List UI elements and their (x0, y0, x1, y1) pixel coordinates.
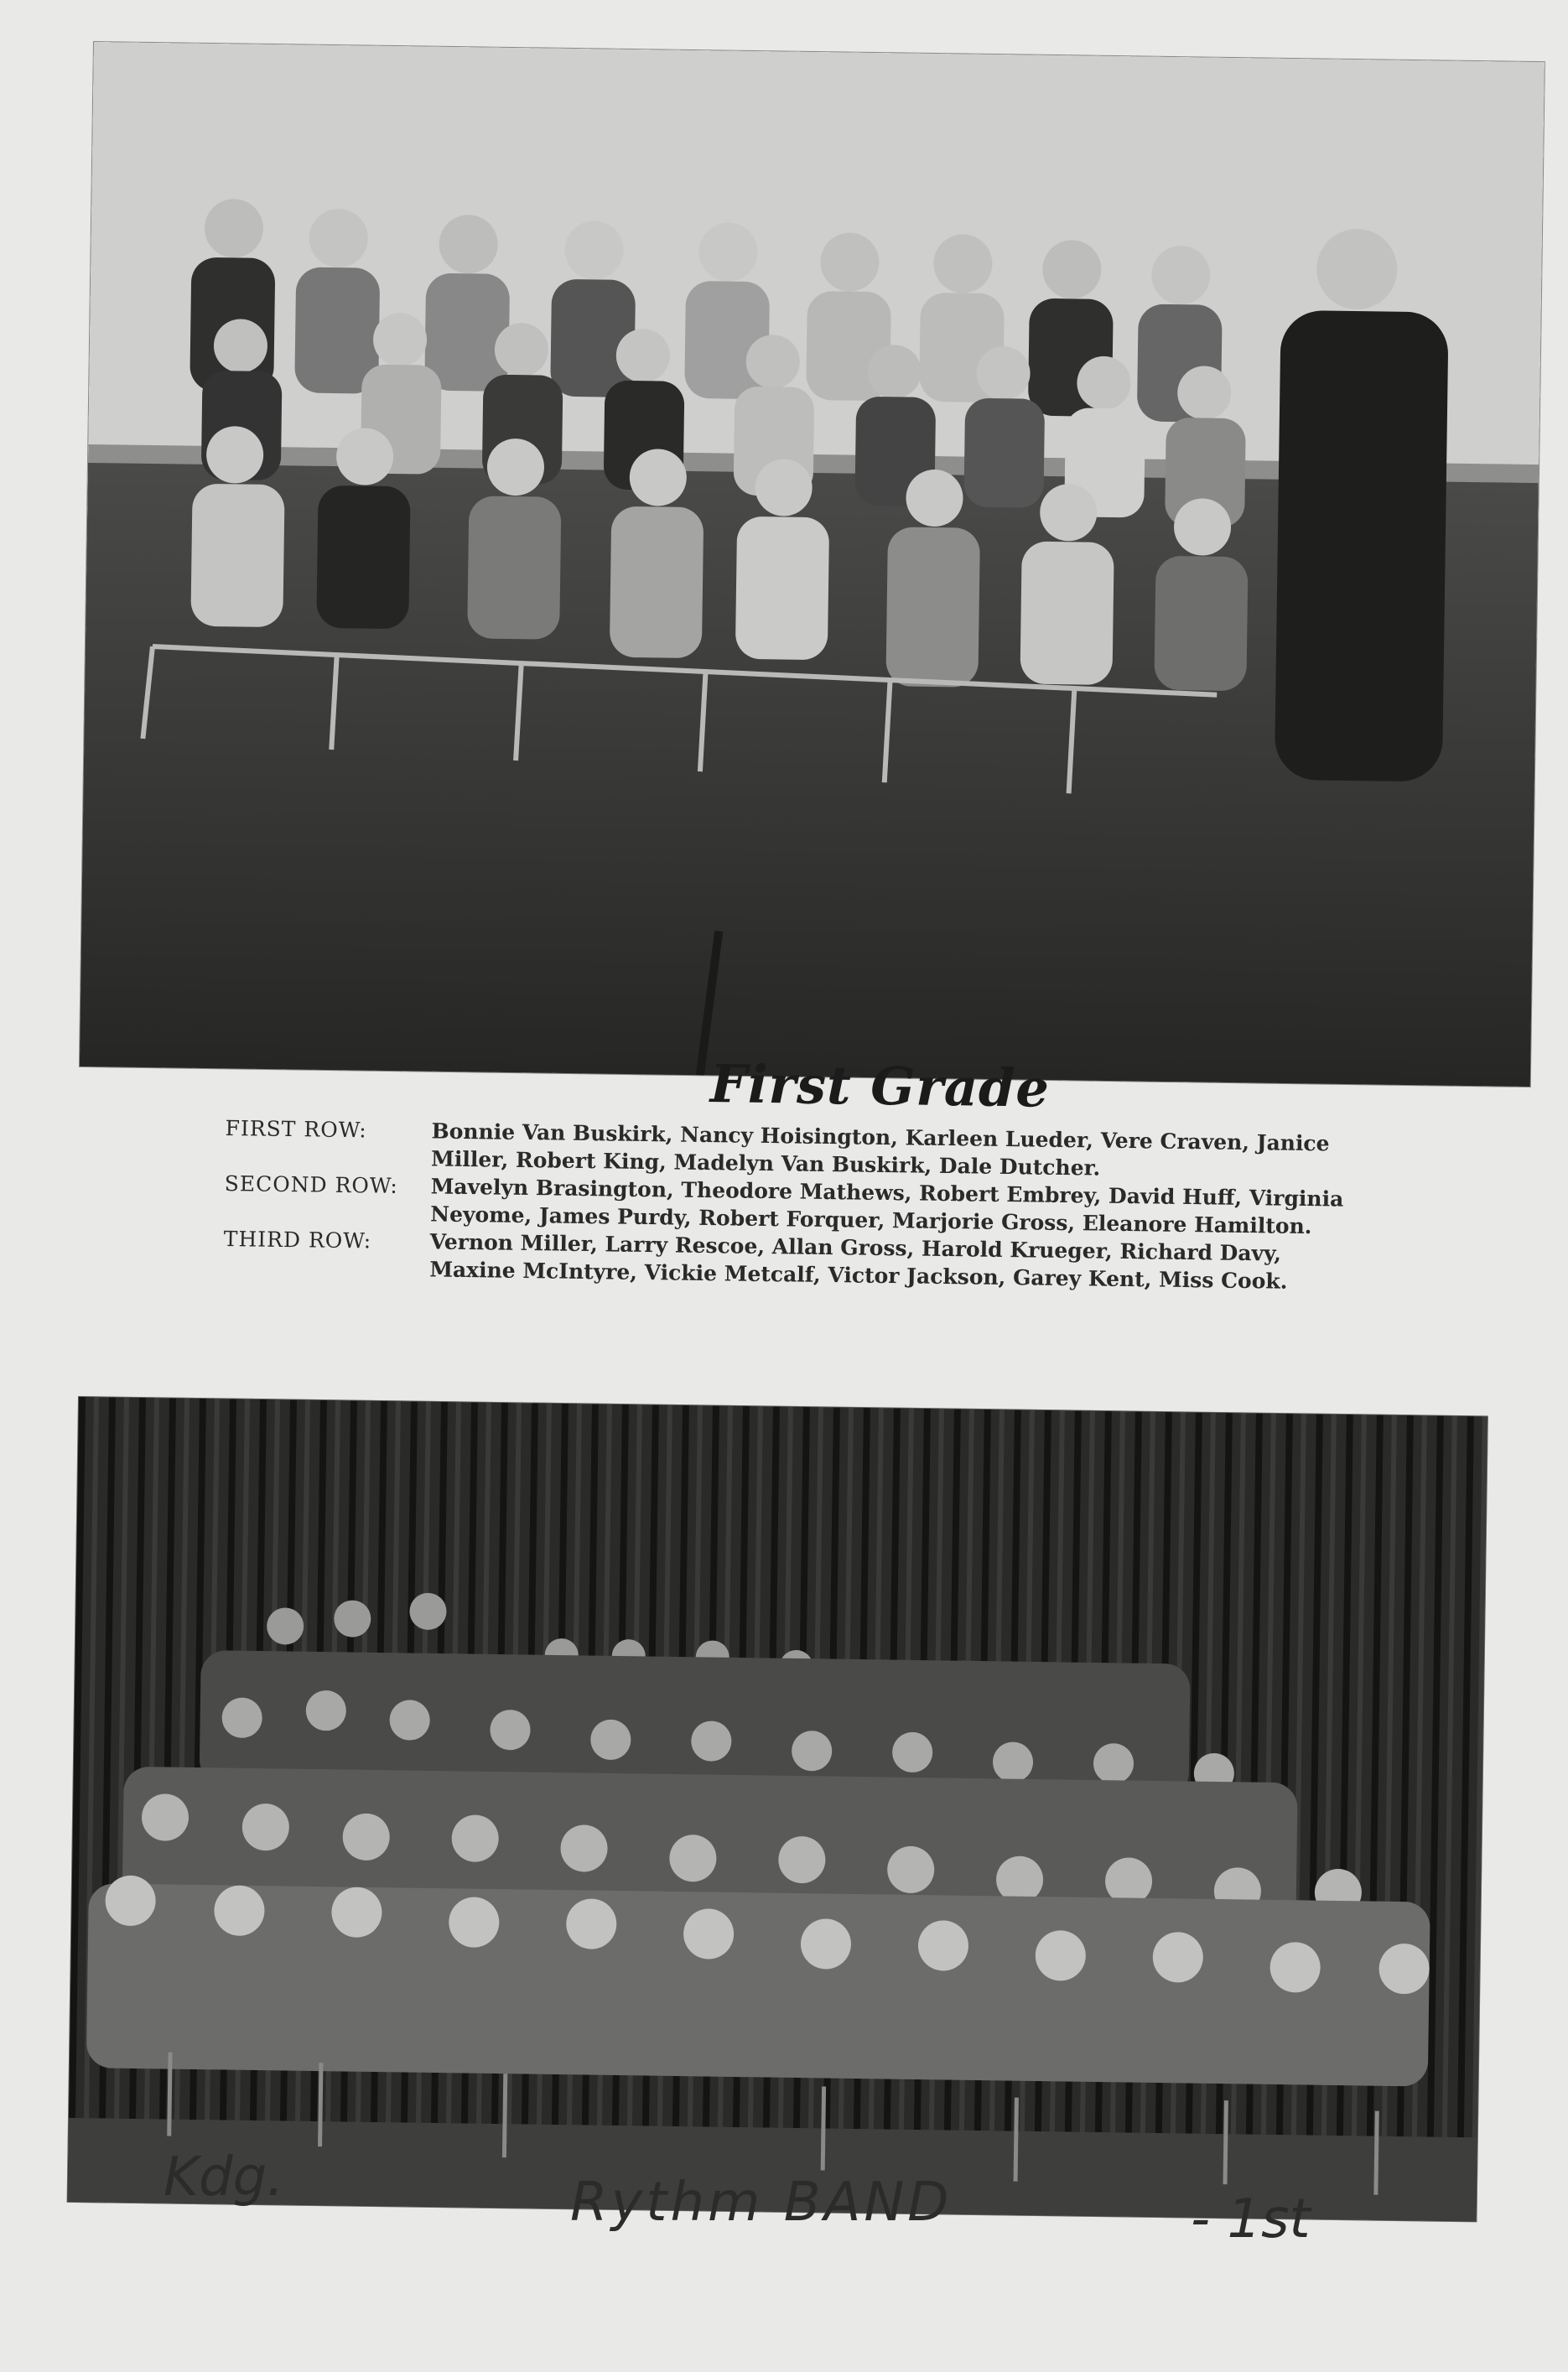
row-label: SECOND ROW: (224, 1170, 399, 1198)
photo-caption (223, 1046, 1417, 1297)
band-photo-icon (68, 1397, 1488, 2221)
handwritten-label-left: Kdg. (164, 2146, 284, 2209)
caption-title: First Grade (709, 1053, 1051, 1119)
row-label: THIRD ROW: (223, 1226, 372, 1253)
class-photo-icon (80, 42, 1545, 1087)
handwritten-label-right: - 1st (1191, 2188, 1311, 2250)
row-names-line: Miller, Robert King, Madelyn Van Buskirk, Dale Dutcher. (430, 1146, 1101, 1181)
row-names-line: Maxine McIntyre, Vickie Metcalf, Victor Jackson, Garey Kent, Miss Cook. (429, 1257, 1288, 1294)
row-names-line: Vernon Miller, Larry Rescoe, Allan Gross, Harold Krueger, Richard Davy, (429, 1229, 1282, 1266)
rhythm-band-photo (68, 1397, 1488, 2221)
first-grade-class-photo (80, 42, 1545, 1087)
row-names-line: Neyome, James Purdy, Robert Forquer, Marjorie Gross, Eleanore Hamilton. (430, 1202, 1312, 1239)
row-names-line: Mavelyn Brasington, Theodore Mathews, Robert Embrey, David Huff, Virginia (430, 1174, 1344, 1212)
row-names-line: Bonnie Van Buskirk, Nancy Hoisington, Karleen Lueder, Vere Craven, Janice (431, 1119, 1330, 1156)
handwritten-label-center: Rythm BAND (570, 2172, 953, 2234)
row-label: FIRST ROW: (225, 1115, 367, 1143)
